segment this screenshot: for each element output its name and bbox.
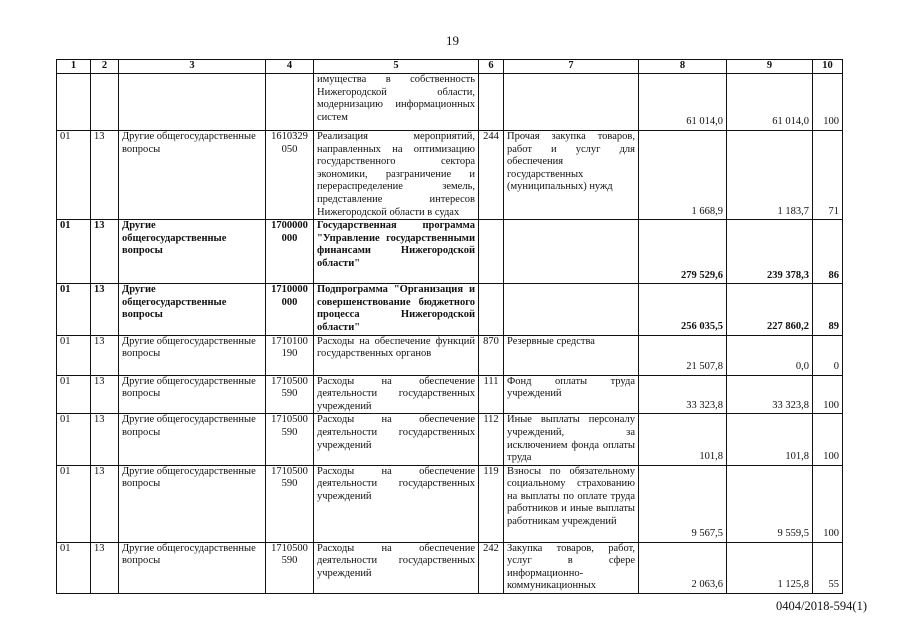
cell-section: 01 xyxy=(57,220,91,284)
cell-section: 01 xyxy=(57,284,91,335)
budget-table xyxy=(56,59,843,594)
cell-actual-amount: 101,8 xyxy=(727,414,813,465)
table-row xyxy=(57,414,843,465)
column-header-5: 5 xyxy=(314,60,479,74)
cell-subsection: 13 xyxy=(91,284,119,335)
cell-expense-type-name: Закупка товаров, работ, услуг в сфере информационно-коммуникационных xyxy=(504,542,639,593)
cell-section-name: Другие общегосударственные вопросы xyxy=(119,414,266,465)
cell-target-code: 1710500 590 xyxy=(266,375,314,414)
cell-expense-type-name: Взносы по обязательному социальному страхованию на выплаты по оплате труда работников и иные выплаты работникам учреждений xyxy=(504,465,639,542)
cell-section: 01 xyxy=(57,131,91,220)
cell-expense-type-name: Фонд оплаты труда учреждений xyxy=(504,375,639,414)
cell-actual-amount: 1 125,8 xyxy=(727,542,813,593)
cell-section-name xyxy=(119,74,266,131)
cell-expense-type-code: 244 xyxy=(479,131,504,220)
cell-expense-type-code: 112 xyxy=(479,414,504,465)
cell-expense-type-code: 242 xyxy=(479,542,504,593)
cell-plan-amount: 2 063,6 xyxy=(639,542,727,593)
cell-target-name: Реализация мероприятий, направленных на оптимизацию государственного сектора экономики, разграничение и перераспределение земель, представление интересов Нижегородской области в судах xyxy=(314,131,479,220)
cell-target-code: 1710100 190 xyxy=(266,335,314,375)
cell-percent: 55 xyxy=(813,542,843,593)
column-header-8: 8 xyxy=(639,60,727,74)
document-reference: 0404/2018-594(1) xyxy=(776,599,867,613)
table-row xyxy=(57,131,843,220)
cell-expense-type-name: Прочая закупка товаров, работ и услуг для обеспечения государственных (муниципальных) нужд xyxy=(504,131,639,220)
column-header-4: 4 xyxy=(266,60,314,74)
table-row xyxy=(57,220,843,284)
cell-target-name: имущества в собственность Нижегородской области, модернизацию информационных систем xyxy=(314,74,479,131)
cell-actual-amount: 33 323,8 xyxy=(727,375,813,414)
cell-actual-amount: 0,0 xyxy=(727,335,813,375)
cell-target-code xyxy=(266,74,314,131)
cell-target-name: Государственная программа "Управление государственными финансами Нижегородской области" xyxy=(314,220,479,284)
cell-plan-amount: 61 014,0 xyxy=(639,74,727,131)
cell-actual-amount: 227 860,2 xyxy=(727,284,813,335)
cell-expense-type-name xyxy=(504,220,639,284)
cell-percent: 71 xyxy=(813,131,843,220)
cell-section-name: Другие общегосударственные вопросы xyxy=(119,375,266,414)
cell-plan-amount: 9 567,5 xyxy=(639,465,727,542)
cell-percent: 100 xyxy=(813,414,843,465)
cell-section: 01 xyxy=(57,375,91,414)
cell-target-code: 1610329 050 xyxy=(266,131,314,220)
cell-section-name: Другие общегосударственные вопросы xyxy=(119,465,266,542)
cell-section-name: Другие общегосударственные вопросы xyxy=(119,335,266,375)
cell-section: 01 xyxy=(57,542,91,593)
cell-actual-amount: 61 014,0 xyxy=(727,74,813,131)
cell-percent: 0 xyxy=(813,335,843,375)
column-header-6: 6 xyxy=(479,60,504,74)
table-row xyxy=(57,335,843,375)
cell-target-name: Подпрограмма "Организация и совершенствование бюджетного процесса Нижегородской области" xyxy=(314,284,479,335)
cell-expense-type-name: Резервные средства xyxy=(504,335,639,375)
page-number: 19 xyxy=(446,33,459,48)
cell-target-code: 1710500 590 xyxy=(266,465,314,542)
cell-plan-amount: 101,8 xyxy=(639,414,727,465)
cell-expense-type-name xyxy=(504,284,639,335)
cell-expense-type-code xyxy=(479,220,504,284)
table-row xyxy=(57,542,843,593)
cell-subsection: 13 xyxy=(91,375,119,414)
cell-expense-type-code: 119 xyxy=(479,465,504,542)
cell-actual-amount: 239 378,3 xyxy=(727,220,813,284)
cell-expense-type-code: 870 xyxy=(479,335,504,375)
cell-plan-amount: 256 035,5 xyxy=(639,284,727,335)
column-header-3: 3 xyxy=(119,60,266,74)
cell-subsection: 13 xyxy=(91,335,119,375)
table-row xyxy=(57,74,843,131)
cell-section: 01 xyxy=(57,414,91,465)
cell-expense-type-name: Иные выплаты персоналу учреждений, за исключением фонда оплаты труда xyxy=(504,414,639,465)
table-row xyxy=(57,465,843,542)
cell-plan-amount: 21 507,8 xyxy=(639,335,727,375)
cell-actual-amount: 1 183,7 xyxy=(727,131,813,220)
cell-target-code: 1710000 000 xyxy=(266,284,314,335)
column-header-9: 9 xyxy=(727,60,813,74)
cell-target-code: 1710500 590 xyxy=(266,542,314,593)
cell-target-name: Расходы на обеспечение функций государственных органов xyxy=(314,335,479,375)
column-header-7: 7 xyxy=(504,60,639,74)
column-header-1: 1 xyxy=(57,60,91,74)
cell-subsection: 13 xyxy=(91,131,119,220)
cell-target-name: Расходы на обеспечение деятельности государственных учреждений xyxy=(314,414,479,465)
cell-expense-type-code xyxy=(479,284,504,335)
cell-subsection: 13 xyxy=(91,465,119,542)
cell-section-name: Другие общегосударственные вопросы xyxy=(119,542,266,593)
cell-percent: 100 xyxy=(813,375,843,414)
cell-section: 01 xyxy=(57,465,91,542)
column-header-2: 2 xyxy=(91,60,119,74)
cell-percent: 100 xyxy=(813,465,843,542)
cell-target-name: Расходы на обеспечение деятельности государственных учреждений xyxy=(314,375,479,414)
cell-section: 01 xyxy=(57,335,91,375)
cell-percent: 100 xyxy=(813,74,843,131)
cell-subsection: 13 xyxy=(91,220,119,284)
header-row xyxy=(57,60,843,74)
cell-target-code: 1710500 590 xyxy=(266,414,314,465)
cell-plan-amount: 1 668,9 xyxy=(639,131,727,220)
cell-plan-amount: 279 529,6 xyxy=(639,220,727,284)
cell-target-code: 1700000 000 xyxy=(266,220,314,284)
cell-subsection xyxy=(91,74,119,131)
cell-subsection: 13 xyxy=(91,542,119,593)
table-row xyxy=(57,375,843,414)
cell-expense-type-code: 111 xyxy=(479,375,504,414)
cell-actual-amount: 9 559,5 xyxy=(727,465,813,542)
cell-section-name: Другие общегосударственные вопросы xyxy=(119,131,266,220)
cell-subsection: 13 xyxy=(91,414,119,465)
cell-target-name: Расходы на обеспечение деятельности государственных учреждений xyxy=(314,542,479,593)
cell-percent: 89 xyxy=(813,284,843,335)
cell-plan-amount: 33 323,8 xyxy=(639,375,727,414)
cell-target-name: Расходы на обеспечение деятельности государственных учреждений xyxy=(314,465,479,542)
cell-section-name: Другие общегосударственные вопросы xyxy=(119,220,266,284)
column-header-10: 10 xyxy=(813,60,843,74)
cell-expense-type-code xyxy=(479,74,504,131)
table-row xyxy=(57,284,843,335)
cell-section xyxy=(57,74,91,131)
cell-section-name: Другие общегосударственные вопросы xyxy=(119,284,266,335)
cell-percent: 86 xyxy=(813,220,843,284)
cell-expense-type-name xyxy=(504,74,639,131)
